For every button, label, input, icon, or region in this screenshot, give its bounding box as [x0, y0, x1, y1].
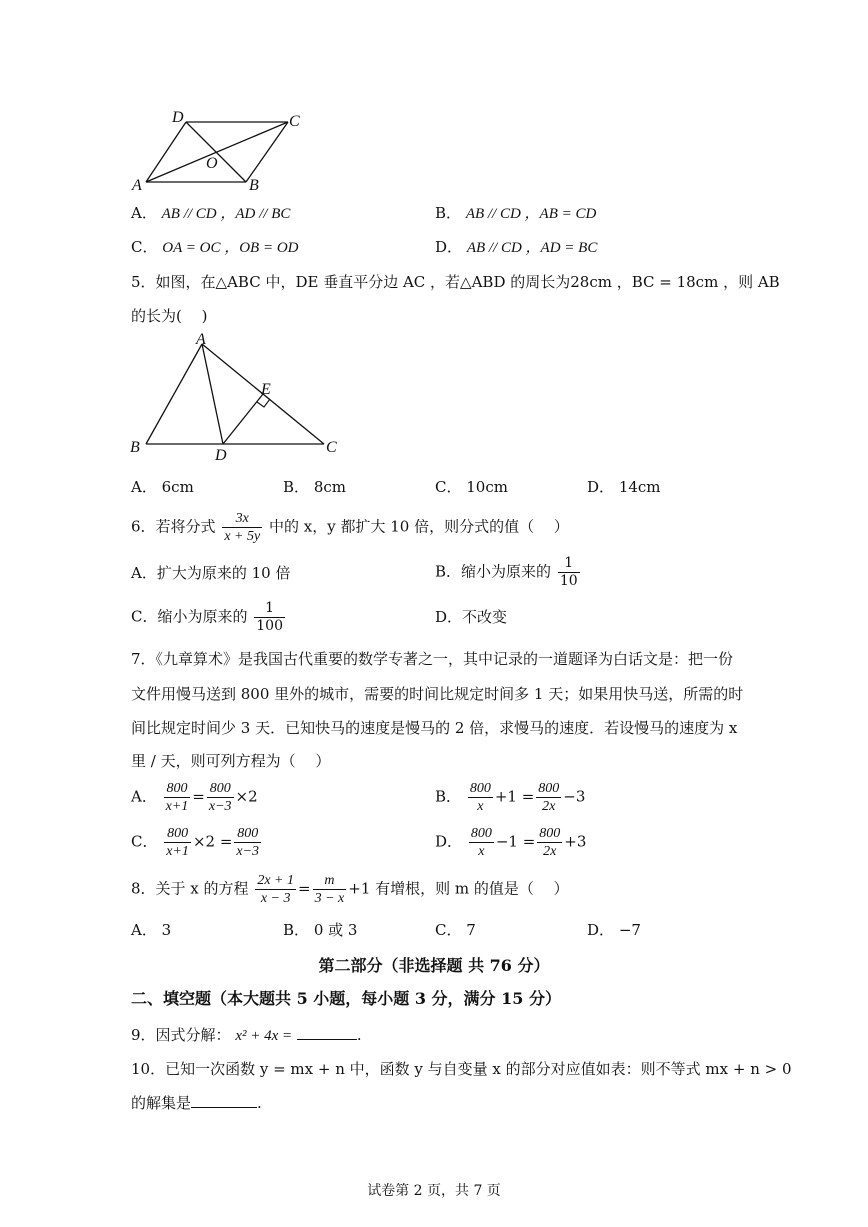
fraction-denominator: x [477, 799, 484, 814]
fraction-numerator: m [313, 872, 347, 890]
operator: +1 = [494, 787, 535, 806]
q9-expression: x² + 4x = [235, 1028, 293, 1044]
q8-suffix: +1 有增根，则 m 的值是（ ） [348, 879, 569, 898]
q6-option-b [435, 555, 582, 590]
q8-option-c [435, 919, 476, 941]
q5-option-b [283, 476, 346, 498]
fraction-numerator: 800 [234, 825, 261, 843]
option-letter: B． [435, 204, 462, 222]
section-two-title: 二、填空题（本大题共 5 小题，每小题 3 分，满分 15 分） [131, 989, 561, 1008]
fraction-denominator: 2x [542, 799, 556, 814]
operator: −1 = [495, 832, 536, 851]
q5-option-d [587, 476, 661, 498]
option-text: 10cm [466, 478, 508, 496]
option-letter: C． [131, 238, 158, 256]
option-letter: A． [131, 787, 157, 806]
option-text: AB // CD ，AD = BC [466, 240, 598, 256]
fraction-numerator: 800 [539, 826, 561, 841]
q6-prefix: 6．若将分式 [131, 517, 216, 536]
q6-option-c [131, 600, 287, 635]
q7-option-c [131, 825, 263, 860]
label-o: O [206, 155, 218, 172]
fraction-denominator: 100 [256, 618, 283, 634]
fraction-numerator: 1 [558, 555, 580, 573]
q4-option-c [131, 236, 298, 259]
q6-option-d: D．不改变 [435, 608, 508, 626]
right-angle-mark [257, 399, 270, 407]
q5-stem-line2: 的长为( ) [131, 307, 208, 325]
q7-option-b [435, 780, 585, 815]
q8-option-d [587, 919, 641, 941]
option-fraction [558, 555, 580, 590]
fraction-denominator: x [478, 844, 485, 859]
option-letter: D． [587, 478, 615, 496]
option-letter: D． [587, 921, 615, 939]
q5-option-a [131, 476, 194, 498]
fraction-right [207, 780, 234, 815]
fraction-numerator: 800 [469, 781, 491, 796]
option-fraction [254, 600, 285, 635]
q9-end: . [356, 1026, 362, 1044]
q7-option-d [435, 825, 586, 860]
q6-option-a: A．扩大为原来的 10 倍 [131, 564, 291, 582]
option-text: B．缩小为原来的 [435, 562, 552, 581]
fraction-numerator: 800 [207, 780, 234, 798]
parallelogram-figure [128, 104, 308, 196]
fraction-denominator: 2x [543, 844, 557, 859]
fraction-left [255, 872, 296, 907]
fraction-left [164, 780, 191, 815]
operator: = [298, 879, 311, 898]
fraction-denominator: x−3 [236, 844, 260, 859]
q4-option-d [435, 236, 597, 259]
option-letter: A． [131, 204, 157, 222]
option-text: 0 或 3 [313, 921, 358, 939]
q10-end: . [257, 1094, 262, 1112]
option-text: C．缩小为原来的 [131, 607, 248, 626]
q8-option-b [283, 919, 357, 941]
fraction-left [469, 825, 494, 860]
fraction-right [313, 872, 347, 907]
label-b: B [249, 177, 259, 194]
q4-option-b [435, 202, 596, 225]
q7-option-a [131, 780, 258, 815]
operator: −3 [563, 787, 586, 806]
fraction-right [536, 780, 561, 815]
option-text: 6cm [161, 478, 194, 496]
fraction-right [537, 825, 562, 860]
operator: +3 [564, 832, 587, 851]
option-text: −7 [618, 921, 641, 939]
part-two-title: 第二部分（非选择题 共 76 分） [318, 956, 550, 975]
diagonal-bd [186, 122, 246, 182]
segment-de [223, 394, 263, 444]
label-a: A [196, 332, 206, 348]
fraction-numerator: 800 [164, 780, 191, 798]
fraction-right [234, 825, 261, 860]
fraction-numerator: 3x [222, 510, 262, 528]
option-letter: C． [435, 478, 462, 496]
option-letter: A． [131, 921, 157, 939]
fraction-numerator: 800 [470, 826, 492, 841]
option-text: OA = OC ，OB = OD [162, 240, 299, 256]
operator: ×2 = [192, 832, 233, 851]
option-letter: D． [435, 238, 463, 256]
label-d: D [215, 447, 227, 464]
q10-stem-line2 [131, 1092, 262, 1114]
answer-blank[interactable] [297, 1025, 357, 1040]
option-text: 7 [466, 921, 476, 939]
q10-stem-line1: 10．已知一次函数 y = mx + n 中，函数 y 与自变量 x 的部分对应值如表：则不等式 mx + n > 0 [131, 1060, 792, 1078]
label-a: A [132, 177, 142, 194]
answer-blank[interactable] [191, 1093, 257, 1108]
q6-stem [131, 510, 569, 545]
option-text: AB // CD ，AB = CD [465, 206, 597, 222]
q8-prefix: 8．关于 x 的方程 [131, 879, 249, 898]
fraction-denominator: x + 5y [224, 529, 261, 544]
q7-stem-line2: 文件用慢马送到 800 里外的城市，需要的时间比规定时间多 1 天；如果用快马送，所需的时 [131, 685, 744, 703]
q7-stem-line1: 7．《九章算术》是我国古代重要的数学专著之一，其中记录的一道题译为白话文是：把一份 [131, 650, 734, 668]
operator: ×2 [235, 787, 258, 806]
q5-stem-line1: 5．如图，在△ABC 中，DE 垂直平分边 AC ，若△ABD 的周长为28cm ，BC = 18cm ，则 AB [131, 273, 780, 291]
fraction-denominator: 10 [559, 573, 578, 589]
option-letter: D． [435, 832, 463, 851]
q8-option-a [131, 919, 171, 941]
option-letter: B． [283, 478, 310, 496]
option-letter: C． [435, 921, 462, 939]
option-letter: B． [283, 921, 310, 939]
q9-prefix: 9．因式分解： [131, 1026, 231, 1044]
option-letter: C． [131, 832, 158, 851]
q7-stem-line4: 里 / 天，则可列方程为（ ） [131, 752, 331, 770]
label-e: E [261, 381, 271, 398]
option-text: 8cm [313, 478, 346, 496]
fraction-numerator: 2x + 1 [257, 873, 294, 888]
option-letter: B． [435, 787, 462, 806]
option-text: 14cm [618, 478, 661, 496]
option-text: AB // CD ，AD // BC [161, 206, 291, 222]
fraction-numerator: 800 [164, 825, 191, 843]
q5-option-c [435, 476, 508, 498]
fraction-denominator: x−3 [208, 799, 232, 814]
triangle-figure [126, 332, 356, 466]
option-letter: A． [131, 478, 157, 496]
fraction-denominator: 3 − x [314, 891, 345, 906]
q8-stem [131, 872, 569, 907]
q4-option-a [131, 202, 290, 225]
q6-fraction [222, 510, 262, 545]
q10-prefix: 的解集是 [131, 1094, 192, 1112]
fraction-numerator: 1 [254, 600, 285, 618]
fraction-left [468, 780, 493, 815]
edge-ab [146, 344, 202, 444]
q6-suffix: 中的 x，y 都扩大 10 倍，则分式的值（ ） [268, 517, 569, 536]
label-d: D [172, 109, 184, 126]
fraction-denominator: x − 3 [260, 891, 291, 906]
label-c: C [289, 113, 300, 130]
option-text: 3 [161, 921, 172, 939]
operator: = [192, 787, 205, 806]
q9-stem [131, 1024, 362, 1047]
label-b: B [130, 439, 140, 456]
fraction-denominator: x+1 [166, 844, 189, 859]
fraction-denominator: x+1 [165, 799, 189, 814]
q7-stem-line3: 间比规定时间少 3 天．已知快马的速度是慢马的 2 倍，求慢马的速度．若设慢马的速度为 x [131, 719, 738, 737]
label-c: C [326, 439, 337, 456]
fraction-left [164, 825, 191, 860]
fraction-numerator: 800 [538, 781, 560, 796]
page-footer: 试卷第 2 页，共 7 页 [367, 1183, 501, 1199]
